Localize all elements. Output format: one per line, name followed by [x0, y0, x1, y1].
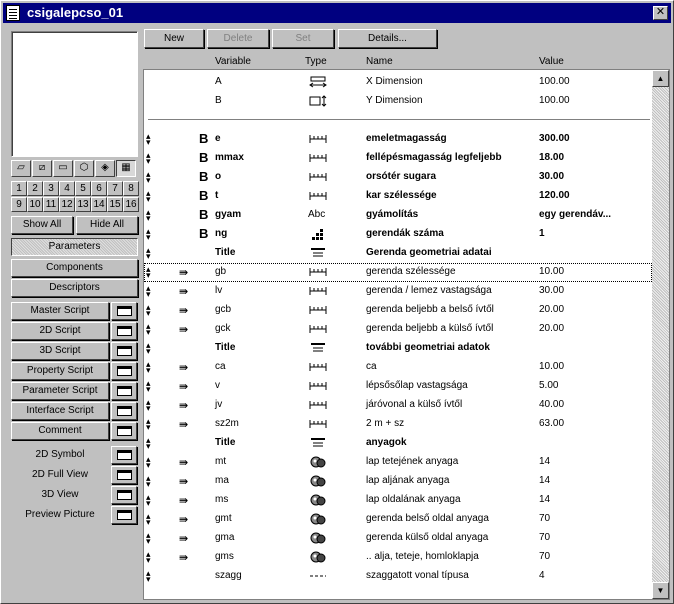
child-indent-icon[interactable]: ⇛	[179, 419, 189, 431]
value-cell[interactable]: 40.00	[539, 399, 565, 410]
parameter-row[interactable]	[144, 472, 652, 491]
name-cell: gyámolítás	[366, 209, 419, 220]
drag-handle-icon[interactable]	[146, 133, 152, 145]
type-length-icon	[308, 323, 330, 335]
view-label-3: Preview Picture	[25, 509, 95, 520]
type-length-icon	[308, 190, 330, 202]
drag-handle-icon[interactable]	[146, 494, 152, 506]
drag-handle-icon[interactable]	[146, 228, 152, 240]
type-integer-icon	[308, 228, 330, 240]
variable-cell: mt	[215, 456, 227, 467]
preview-area	[11, 31, 138, 157]
drag-handle-icon[interactable]	[146, 304, 152, 316]
tab-components[interactable]: Components	[11, 259, 138, 277]
parameter-row[interactable]	[144, 187, 652, 206]
parameter-row[interactable]	[144, 206, 652, 225]
drag-handle-icon[interactable]	[146, 323, 152, 335]
name-cell: járóvonal a külső ívtől	[366, 399, 463, 410]
parameter-row[interactable]	[144, 396, 652, 415]
variable-cell: ng	[215, 228, 228, 239]
type-length-icon	[308, 399, 330, 411]
parameter-row[interactable]	[144, 510, 652, 529]
column-header-variable: Variable	[215, 56, 251, 67]
name-cell: gerenda / lemez vastagsága	[366, 285, 492, 296]
child-indent-icon[interactable]: ⇛	[179, 381, 189, 393]
parameter-row[interactable]	[144, 491, 652, 510]
variable-cell: ma	[215, 475, 229, 486]
parameter-row[interactable]	[144, 529, 652, 548]
name-cell: gerenda belső oldal anyaga	[366, 513, 489, 524]
bold-flag-icon[interactable]: B	[199, 188, 209, 203]
name-cell: 2 m + sz	[366, 418, 405, 429]
type-title-icon	[308, 342, 330, 354]
type-length-icon	[308, 266, 330, 278]
variable-cell: A	[215, 76, 222, 87]
name-cell: ca	[366, 361, 377, 372]
name-cell: gerenda szélessége	[366, 266, 456, 277]
parameter-row[interactable]	[144, 244, 652, 263]
drag-handle-icon[interactable]	[146, 475, 152, 487]
variable-cell: gck	[215, 323, 231, 334]
script-button-0[interactable]: Master Script	[11, 302, 109, 320]
variable-cell: Title	[215, 437, 236, 448]
type-length-icon	[308, 380, 330, 392]
value-cell[interactable]: 14	[539, 475, 551, 486]
variable-cell: ms	[215, 494, 229, 505]
open-window-icon[interactable]	[111, 322, 137, 340]
variable-cell: gmt	[215, 513, 232, 524]
type-xdim-icon	[308, 76, 330, 88]
type-material-icon	[308, 475, 330, 487]
variable-cell: B	[215, 95, 222, 106]
drag-handle-icon[interactable]	[146, 209, 152, 221]
details-button[interactable]: Details...	[338, 29, 437, 48]
variable-cell: gma	[215, 532, 235, 543]
value-cell[interactable]: 30.00	[539, 285, 565, 296]
script-button-1[interactable]: 2D Script	[11, 322, 109, 340]
drag-handle-icon[interactable]	[146, 247, 152, 259]
type-title-icon	[308, 437, 330, 449]
type-length-icon	[308, 152, 330, 164]
value-cell[interactable]: 10.00	[539, 361, 565, 372]
type-length-icon	[308, 133, 330, 145]
2d-view-icon[interactable]: ▱	[11, 160, 31, 177]
child-indent-icon[interactable]: ⇛	[179, 533, 189, 545]
number-button-9[interactable]: 9	[11, 197, 27, 212]
number-button-7[interactable]: 7	[107, 181, 123, 196]
tab-parameters[interactable]: Parameters	[11, 238, 138, 256]
set-button[interactable]: Set	[272, 29, 334, 48]
view-mode-toolbar	[11, 160, 138, 177]
variable-cell: o	[215, 171, 222, 182]
value-cell[interactable]: 18.00	[539, 152, 565, 163]
name-cell: fellépésmagasság legfeljebb	[366, 152, 502, 163]
variable-cell: gms	[215, 551, 234, 562]
open-window-icon[interactable]	[111, 362, 137, 380]
open-window-icon[interactable]	[111, 506, 137, 524]
name-cell: gerenda külső oldal anyaga	[366, 532, 489, 543]
drag-handle-icon[interactable]	[146, 570, 152, 582]
child-indent-icon[interactable]: ⇛	[179, 400, 189, 412]
number-button-14[interactable]: 14	[91, 197, 107, 212]
value-cell[interactable]: 70	[539, 513, 551, 524]
variable-cell: gyam	[215, 209, 242, 220]
child-indent-icon[interactable]: ⇛	[179, 457, 189, 469]
parameter-row[interactable]	[144, 73, 652, 92]
drag-handle-icon[interactable]	[146, 456, 152, 468]
number-button-8[interactable]: 8	[123, 181, 139, 196]
parameter-row[interactable]	[144, 225, 652, 244]
parameter-row[interactable]	[144, 548, 652, 567]
drag-handle-icon[interactable]	[146, 342, 152, 354]
bold-flag-icon[interactable]: B	[199, 207, 209, 222]
column-header-name: Name	[366, 56, 393, 67]
type-length-icon	[308, 418, 330, 430]
scroll-down-button[interactable]: ▼	[652, 582, 669, 599]
parameter-row[interactable]	[144, 282, 652, 301]
child-indent-icon[interactable]: ⇛	[179, 362, 189, 374]
script-button-2[interactable]: 3D Script	[11, 342, 109, 360]
open-window-icon[interactable]	[111, 446, 137, 464]
name-cell: Y Dimension	[366, 95, 423, 106]
variable-cell: t	[215, 190, 219, 201]
view-label-1: 2D Full View	[32, 469, 88, 480]
type-length-icon	[308, 285, 330, 297]
view-label-2: 3D View	[41, 489, 79, 500]
number-button-11[interactable]: 11	[43, 197, 59, 212]
number-button-12[interactable]: 12	[59, 197, 75, 212]
name-cell: gerenda beljebb a belső ívtől	[366, 304, 494, 315]
title-bar[interactable]	[3, 3, 671, 23]
bold-flag-icon[interactable]: B	[199, 169, 209, 184]
parameter-list[interactable]	[143, 69, 670, 600]
value-cell[interactable]: 70	[539, 532, 551, 543]
child-indent-icon[interactable]: ⇛	[179, 286, 189, 298]
drag-handle-icon[interactable]	[146, 399, 152, 411]
type-linetype-icon	[308, 570, 330, 582]
value-cell[interactable]: 100.00	[539, 76, 570, 87]
parameter-row[interactable]	[144, 263, 652, 282]
value-cell[interactable]: egy gerendáv...	[539, 209, 612, 220]
variable-cell: gcb	[215, 304, 232, 315]
bold-flag-icon[interactable]: B	[199, 226, 209, 241]
3d-axo-icon[interactable]: ⬡	[74, 160, 94, 177]
child-indent-icon[interactable]: ⇛	[179, 552, 189, 564]
variable-cell: ca	[215, 361, 226, 372]
bold-flag-icon[interactable]: B	[199, 150, 209, 165]
show-all-button[interactable]: Show All	[11, 216, 73, 234]
drag-handle-icon[interactable]	[146, 418, 152, 430]
type-material-icon	[308, 532, 330, 544]
script-button-5[interactable]: Interface Script	[11, 402, 109, 420]
variable-cell: Title	[215, 342, 236, 353]
value-cell[interactable]: 63.00	[539, 418, 565, 429]
parameter-row[interactable]	[144, 415, 652, 434]
child-indent-icon[interactable]: ⇛	[179, 267, 189, 279]
name-cell: lap tetejének anyaga	[366, 456, 459, 467]
script-button-4[interactable]: Parameter Script	[11, 382, 109, 400]
drag-handle-icon[interactable]	[146, 285, 152, 297]
parameter-row[interactable]	[144, 301, 652, 320]
variable-cell: e	[215, 133, 221, 144]
variable-cell: szagg	[215, 570, 242, 581]
variable-cell: gb	[215, 266, 227, 277]
scroll-up-button[interactable]: ▲	[652, 70, 669, 87]
delete-button[interactable]: Delete	[207, 29, 269, 48]
value-cell[interactable]: 20.00	[539, 304, 565, 315]
3d-ortho-icon[interactable]: ⧄	[32, 160, 52, 177]
window-title: csigalepcso_01	[27, 5, 124, 20]
drag-handle-icon[interactable]	[146, 190, 152, 202]
child-indent-icon[interactable]: ⇛	[179, 476, 189, 488]
name-cell: .. alja, teteje, homloklapja	[366, 551, 479, 562]
name-cell: lap oldalának anyaga	[366, 494, 461, 505]
number-button-13[interactable]: 13	[75, 197, 91, 212]
number-button-10[interactable]: 10	[27, 197, 43, 212]
value-cell[interactable]: 100.00	[539, 95, 570, 106]
new-button[interactable]: New	[144, 29, 204, 48]
value-cell[interactable]: 120.00	[539, 190, 570, 201]
open-window-icon[interactable]	[111, 302, 137, 320]
number-button-15[interactable]: 15	[107, 197, 123, 212]
value-cell[interactable]: 4	[539, 570, 545, 581]
drag-handle-icon[interactable]	[146, 361, 152, 373]
number-button-4[interactable]: 4	[59, 181, 75, 196]
name-cell: kar szélessége	[366, 190, 437, 201]
script-button-6[interactable]: Comment	[11, 422, 109, 440]
parameter-row[interactable]	[144, 358, 652, 377]
document-icon	[6, 5, 20, 21]
type-title-icon	[308, 247, 330, 259]
name-cell: gerendák száma	[366, 228, 444, 239]
3d-shaded-icon[interactable]: ◈	[95, 160, 115, 177]
name-cell: Gerenda geometriai adatai	[366, 247, 492, 258]
parameter-row[interactable]	[144, 434, 652, 453]
name-cell: orsótér sugara	[366, 171, 437, 182]
parameter-row[interactable]	[144, 339, 652, 358]
drag-handle-icon[interactable]	[146, 380, 152, 392]
list-divider	[148, 119, 650, 120]
name-cell: gerenda beljebb a külső ívtől	[366, 323, 494, 334]
type-material-icon	[308, 551, 330, 563]
name-cell: további geometriai adatok	[366, 342, 490, 353]
view-label-0: 2D Symbol	[35, 449, 85, 460]
type-material-icon	[308, 456, 330, 468]
drag-handle-icon[interactable]	[146, 171, 152, 183]
value-cell[interactable]: 10.00	[539, 266, 565, 277]
open-window-icon[interactable]	[111, 466, 137, 484]
type-material-icon	[308, 513, 330, 525]
column-header-value: Value	[539, 56, 564, 67]
column-header-type: Type	[305, 56, 327, 67]
value-cell[interactable]: 20.00	[539, 323, 565, 334]
variable-cell: mmax	[215, 152, 244, 163]
variable-cell: Title	[215, 247, 236, 258]
number-button-1[interactable]: 1	[11, 181, 27, 196]
number-button-6[interactable]: 6	[91, 181, 107, 196]
drag-handle-icon[interactable]	[146, 266, 152, 278]
name-cell: lépsősőlap vastagsága	[366, 380, 468, 391]
number-button-5[interactable]: 5	[75, 181, 91, 196]
parameter-row[interactable]	[144, 168, 652, 187]
variable-cell: v	[215, 380, 220, 391]
parameter-row[interactable]	[144, 320, 652, 339]
drag-handle-icon[interactable]	[146, 437, 152, 449]
parameter-row[interactable]	[144, 453, 652, 472]
3d-persp-icon[interactable]: ▭	[53, 160, 73, 177]
close-button[interactable]: ✕	[653, 6, 668, 20]
parameter-row[interactable]	[144, 149, 652, 168]
bold-flag-icon[interactable]: B	[199, 131, 209, 146]
vertical-scrollbar[interactable]	[652, 70, 669, 599]
parameter-row[interactable]	[144, 377, 652, 396]
name-cell: anyagok	[366, 437, 407, 448]
variable-cell: jv	[215, 399, 223, 410]
number-button-3[interactable]: 3	[43, 181, 59, 196]
value-cell[interactable]: 1	[539, 228, 545, 239]
value-cell[interactable]: 14	[539, 494, 551, 505]
drag-handle-icon[interactable]	[146, 551, 152, 563]
value-cell[interactable]: 300.00	[539, 133, 570, 144]
child-indent-icon[interactable]: ⇛	[179, 324, 189, 336]
type-length-icon	[308, 171, 330, 183]
open-window-icon[interactable]	[111, 342, 137, 360]
open-window-icon[interactable]	[111, 422, 137, 440]
child-indent-icon[interactable]: ⇛	[179, 495, 189, 507]
number-button-16[interactable]: 16	[123, 197, 139, 212]
film-icon[interactable]: ▦	[116, 160, 136, 177]
value-cell[interactable]: 70	[539, 551, 551, 562]
value-cell[interactable]: 30.00	[539, 171, 565, 182]
script-button-3[interactable]: Property Script	[11, 362, 109, 380]
tab-descriptors[interactable]: Descriptors	[11, 279, 138, 297]
parameter-row[interactable]	[144, 130, 652, 149]
type-material-icon	[308, 494, 330, 506]
parameter-row[interactable]	[144, 92, 652, 111]
value-cell[interactable]: 5.00	[539, 380, 559, 391]
child-indent-icon[interactable]: ⇛	[179, 305, 189, 317]
open-window-icon[interactable]	[111, 486, 137, 504]
name-cell: lap aljának anyaga	[366, 475, 450, 486]
open-window-icon[interactable]	[111, 402, 137, 420]
type-length-icon	[308, 361, 330, 373]
open-window-icon[interactable]	[111, 382, 137, 400]
drag-handle-icon[interactable]	[146, 532, 152, 544]
number-button-2[interactable]: 2	[27, 181, 43, 196]
type-abc-icon: Abc	[308, 209, 326, 220]
type-length-icon	[308, 304, 330, 316]
value-cell[interactable]: 14	[539, 456, 551, 467]
name-cell: szaggatott vonal típusa	[366, 570, 469, 581]
name-cell: emeletmagasság	[366, 133, 447, 144]
parameter-row[interactable]	[144, 567, 652, 586]
child-indent-icon[interactable]: ⇛	[179, 514, 189, 526]
drag-handle-icon[interactable]	[146, 513, 152, 525]
hide-all-button[interactable]: Hide All	[76, 216, 138, 234]
drag-handle-icon[interactable]	[146, 152, 152, 164]
type-ydim-icon	[308, 95, 330, 107]
variable-cell: sz2m	[215, 418, 239, 429]
variable-cell: lv	[215, 285, 223, 296]
name-cell: X Dimension	[366, 76, 423, 87]
